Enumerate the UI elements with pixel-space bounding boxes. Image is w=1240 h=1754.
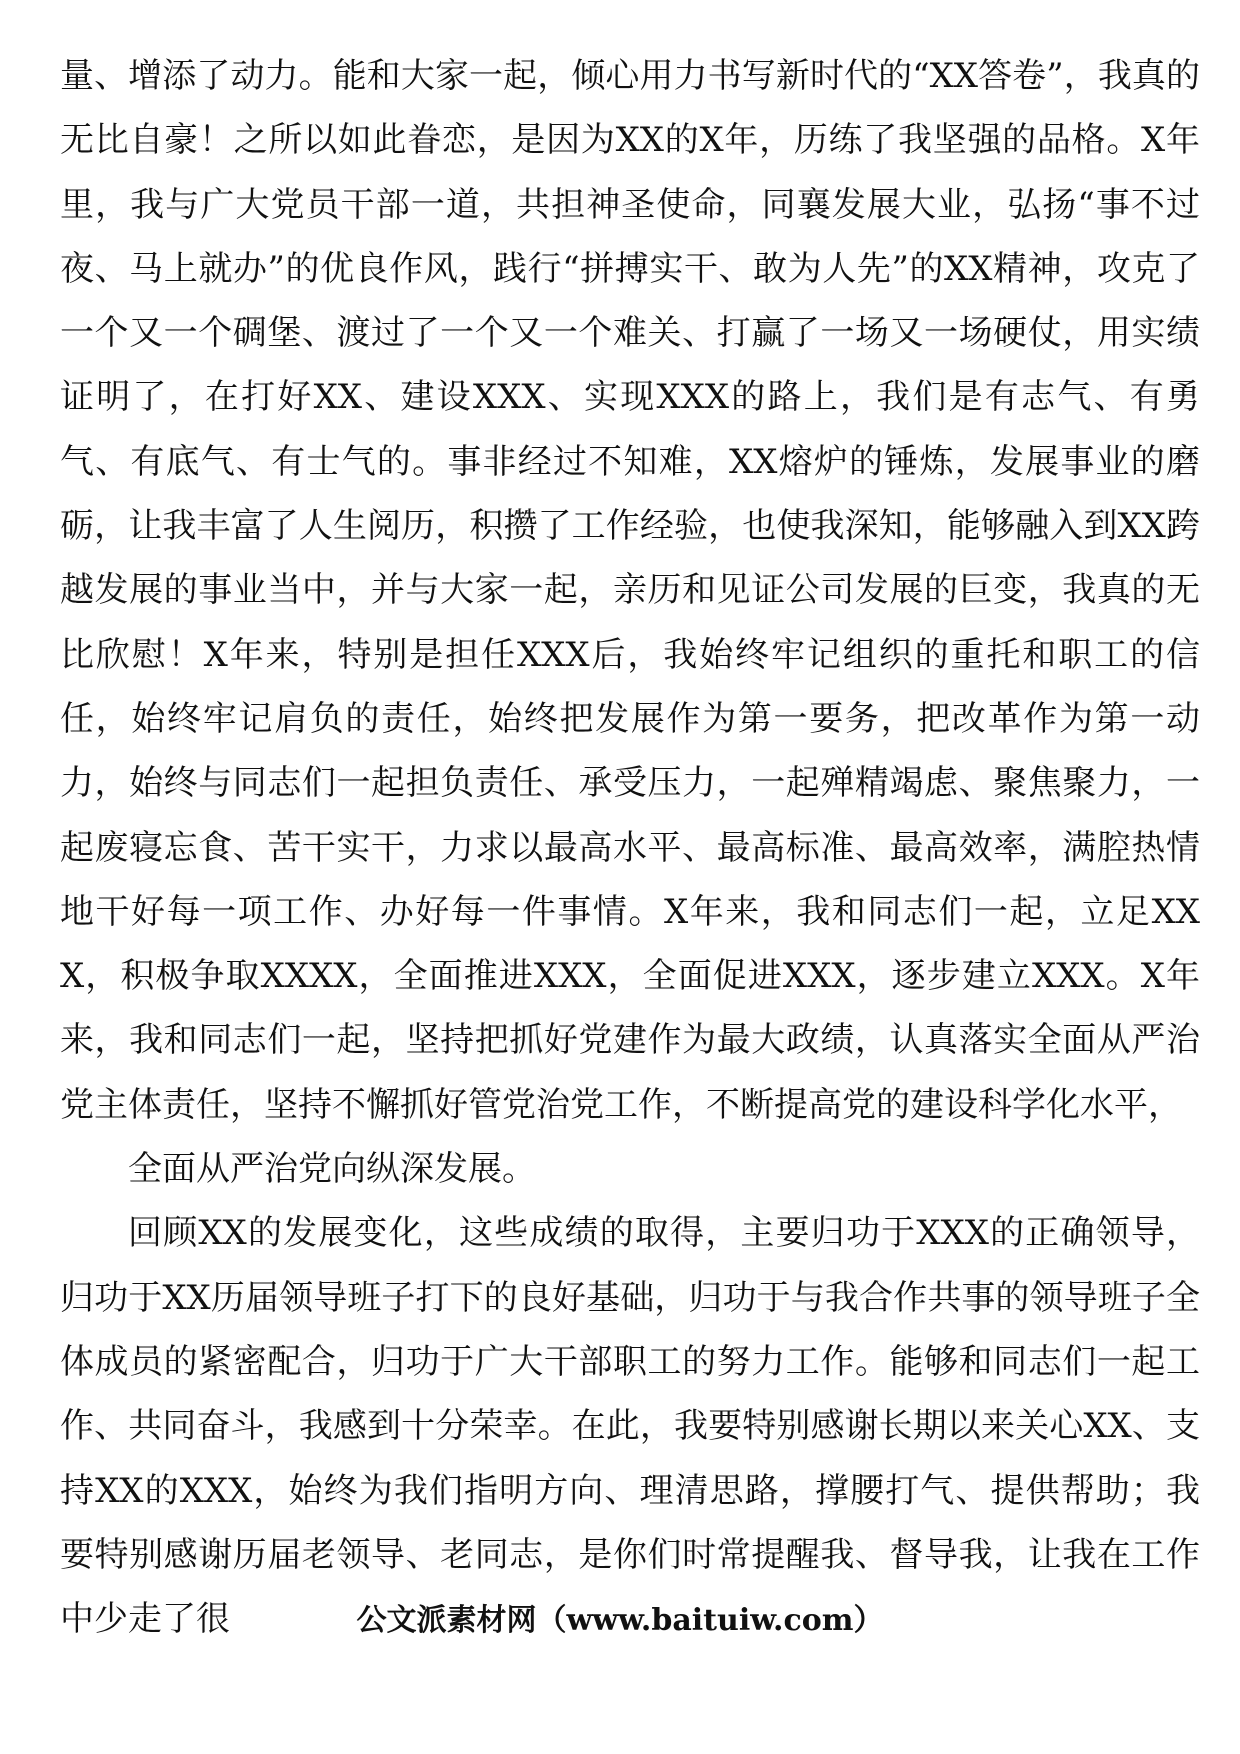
paragraph-2: 全面从严治党向纵深发展。 xyxy=(128,1149,536,1190)
footer-watermark-text: 公文派素材网（www.baituiw.com） xyxy=(356,1603,884,1638)
paragraph-3: 回顾XX的发展变化，这些成绩的取得，主要归功于XXX的正确领导，归功于XX历届领导班子打下的良好基础，归功于与我合作共事的领导班子全体成员的紧密配合，归功于广大干部职工的努力工作。能够和同志们一起工作、共同奋斗，我感到十分荣幸。在此，我要特别感谢长期以来关心XX、支持XX的XXX，始终为我们指明方向、理清思路，撑腰打气、提供帮助；我要特别感谢历届老领导、老同志，是你们时常提醒我、督导我，让我在工作中少走了很 xyxy=(60,1213,1200,1640)
paragraph-1: 量、增添了动力。能和大家一起，倾心用力书写新时代的“XX答卷”，我真的无比自豪！之所以如此眷恋，是因为XX的X年，历练了我坚强的品格。X年里，我与广大党员干部一道，共担神圣使命，同襄发展大业，弘扬“事不过夜、马上就办”的优良作风，践行“拼搏实干、敢为人先”的XX精神，攻克了一个又一个碉堡、渡过了一个又一个难关、打赢了一场又一场硬仗，用实绩证明了，在打好XX、建设XXX、实现XXX的路上，我们是有志气、有勇气、有底气、有士气的。事非经过不知难，XX熔炉的锤炼，发展事业的磨砺，让我丰富了人生阅历，积攒了工作经验，也使我深知，能够融入到XX跨越发展的事业当中，并与大家一起，亲历和见证公司发展的巨变，我真的无比欣慰！X年来，特别是担任XXX后，我始终牢记组织的重托和职工的信任，始终牢记肩负的责任，始终把发展作为第一要务，把改革作为第一动力，始终与同志们一起担负责任、承受压力，一起殚精竭虑、聚焦聚力，一起废寝忘食、苦干实干，力求以最高水平、最高标准、最高效率，满腔热情地干好每一项工作、办好每一件事情。X年来，我和同志们一起，立足XXX，积极争取XXXX，全面推进XXX，全面促进XXX，逐步建立XXX。X年来，我和同志们一起，坚持把抓好党建作为最大政绩，认真落实全面从严治党主体责任，坚持不懈抓好管党治党工作，不断提高党的建设科学化水平， xyxy=(60,56,1200,1125)
document-body xyxy=(60,44,1200,1651)
